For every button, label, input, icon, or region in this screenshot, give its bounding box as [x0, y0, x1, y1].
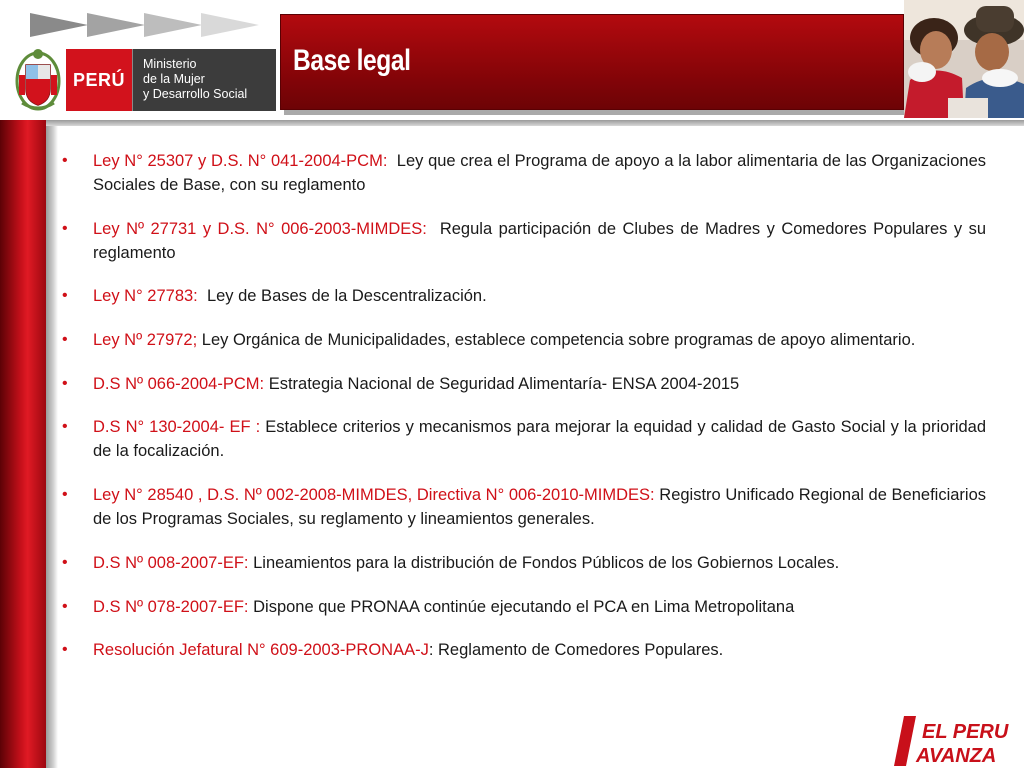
list-item [62, 149, 986, 197]
list-item [62, 284, 986, 308]
list-item [62, 217, 986, 265]
list-item [62, 328, 986, 352]
legal-description: : Reglamento de Comedores Populares. [428, 641, 724, 660]
ministry-line-1: Ministerio [143, 57, 197, 71]
list-item [62, 638, 986, 662]
ministry-line-3: y Desarrollo Social [143, 87, 248, 101]
legal-reference: D.S Nº 078-2007-EF: [93, 597, 249, 616]
legal-reference: Resolución Jefatural N° 609-2003-PRONAA-J [93, 641, 429, 660]
slogan-line-1: EL PERU [922, 721, 1009, 743]
ministry-line-2: de la Mujer [143, 72, 205, 86]
ministry-logo [14, 45, 276, 115]
list-item [62, 595, 986, 619]
slogan-line-2: AVANZA [916, 745, 997, 766]
legal-reference: D.S Nº 066-2004-PCM: [93, 374, 265, 393]
legal-description: Ley que crea el Programa de apoyo a la labor alimentaria de las Organizaciones Sociales de Base, con su reglamento [93, 152, 986, 194]
top-divider [46, 120, 1024, 126]
title-banner [280, 14, 904, 110]
arrows-decoration [30, 12, 262, 38]
legal-description: Regula participación de Clubes de Madres y Comedores Populares y su reglamento [93, 219, 986, 262]
legal-description: Establece criterios y mecanismos para mejorar la equidad y calidad de Gasto Social y la prioridad de la focalización. [93, 418, 987, 461]
ministry-name [132, 49, 276, 111]
legal-description: Dispone que PRONAA continúe ejecutando el PCA en Lima Metropolitana [253, 597, 795, 616]
legal-reference: Ley N° 27783: [93, 287, 198, 306]
legal-description: Estrategia Nacional de Seguridad Alimentaría- ENSA 2004-2015 [268, 374, 740, 393]
children-photo [904, 0, 1024, 118]
coat-of-arms-icon [14, 45, 62, 115]
legal-description: Ley Orgánica de Municipalidades, establece competencia sobre programas de apoyo alimentario. [201, 331, 916, 350]
legal-reference: D.S N° 130-2004- EF : [93, 418, 261, 437]
legal-reference: Ley N° 25307 y D.S. N° 041-2004-PCM: [93, 152, 388, 170]
list-item [62, 415, 986, 463]
legal-description: Ley de Bases de la Descentralización. [206, 287, 487, 306]
legal-reference: Ley N° 28540 , D.S. Nº 002-2008-MIMDES, Directiva N° 006-2010-MIMDES: [93, 486, 655, 505]
legal-reference: Ley Nº 27972; [93, 331, 198, 350]
el-peru-avanza-logo [892, 716, 1010, 766]
page-title: Base legal [293, 44, 411, 77]
legal-references-list [62, 149, 986, 682]
left-bar-shadow [46, 126, 58, 768]
peru-label: PERÚ [66, 49, 132, 111]
list-item [62, 551, 986, 575]
legal-reference: D.S Nº 008-2007-EF: [93, 553, 249, 572]
list-item [62, 372, 986, 396]
legal-description: Lineamientos para la distribución de Fondos Públicos de los Gobiernos Locales. [253, 553, 840, 572]
list-item [62, 483, 986, 531]
legal-reference: Ley Nº 27731 y D.S. N° 006-2003-MIMDES: [93, 219, 427, 238]
legal-description: Registro Unificado Regional de Beneficiarios de los Programas Sociales, su reglamento y lineamientos generales. [93, 486, 986, 529]
left-red-bar [0, 120, 46, 768]
